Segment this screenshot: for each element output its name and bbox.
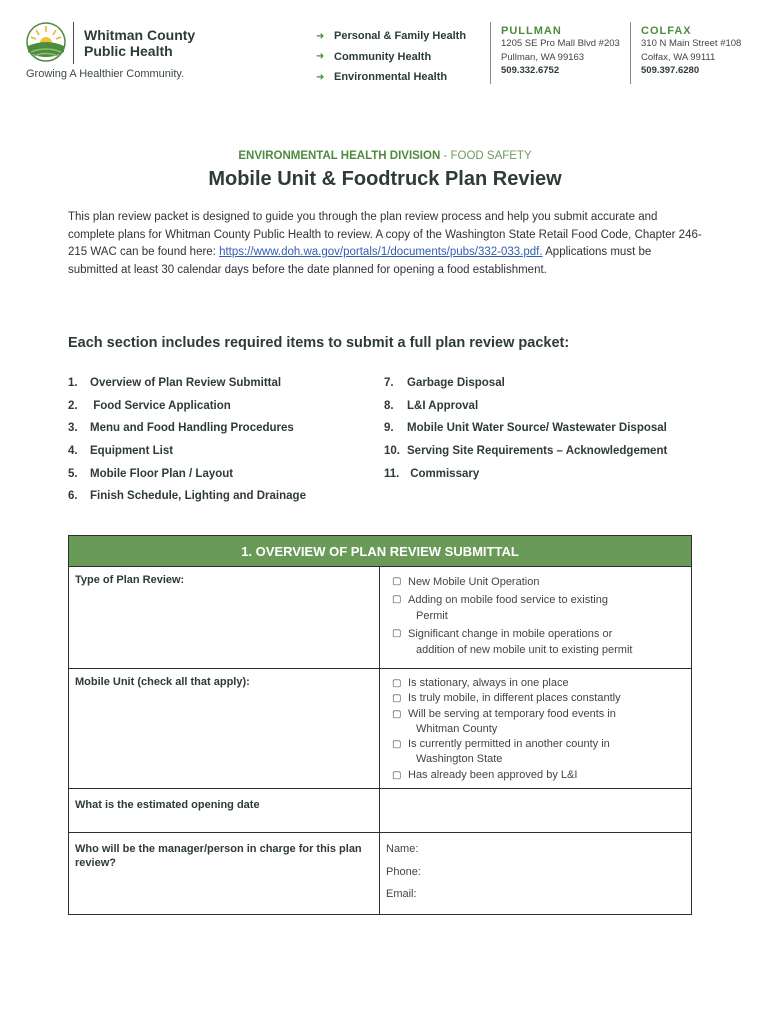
intro-paragraph (68, 209, 704, 279)
checkbox-option[interactable] (392, 626, 685, 658)
toc-label: Garbage Disposal (407, 377, 505, 389)
checkbox-option[interactable] (392, 574, 685, 590)
office-phone: 509.332.6752 (501, 65, 560, 76)
office-address: 1205 SE Pro Mall Blvd #203 (501, 38, 620, 49)
manager-name-field[interactable]: Name: (386, 843, 419, 855)
office-name: PULLMAN (501, 25, 562, 37)
intro-text-after: Applications must be submitted at least 30 calendar days before the date planned for opening a food establishment. (68, 246, 652, 276)
toc-num: 10. (384, 445, 400, 458)
intro-text: This plan review packet is designed to guide you through the plan review process and help you submit accurate and complete plans for Whitman County Public Health to review. A copy of the Washington State Retail Food Code, Chapter 246-215 WAC can be found here: (68, 211, 702, 258)
office-colfax (630, 22, 766, 84)
checkbox-icon[interactable]: ▢ (392, 739, 402, 751)
toc-item (384, 377, 714, 400)
checkbox-option[interactable] (392, 707, 685, 738)
option-label: New Mobile Unit Operation (408, 576, 540, 588)
toc-label: Finish Schedule, Lighting and Drainage (90, 490, 306, 503)
office-address: 310 N Main Street #108 (641, 38, 742, 49)
office-pullman (490, 22, 626, 84)
table-row-type (69, 567, 692, 669)
whitman-county-logo-icon (26, 22, 66, 62)
toc-label: Menu and Food Handling Procedures (90, 422, 294, 435)
option-label: Is currently permitted in another county in Washington State (408, 738, 610, 766)
option-label: Is truly mobile, in different places constantly (408, 692, 621, 705)
header-nav (316, 26, 466, 88)
checkbox-option[interactable] (392, 768, 685, 783)
tagline: Growing A Healthier Community. (26, 68, 185, 80)
toc-num: 6. (68, 490, 78, 503)
toc-num: 11. (384, 467, 400, 480)
toc-label: Mobile Unit Water Source/ Wastewater Disposal (407, 422, 667, 435)
option-label: Has already been approved by L&I (408, 768, 578, 781)
org-name-line2: Public Health (84, 43, 173, 59)
opening-date-input[interactable] (380, 789, 692, 833)
manager-phone-field[interactable]: Phone: (386, 865, 421, 878)
toc-num: 4. (68, 445, 78, 458)
toc-item (384, 468, 714, 491)
division-program: - FOOD SAFETY (440, 150, 532, 162)
toc-label: Equipment List (90, 445, 174, 458)
toc-left-column (68, 377, 368, 513)
toc-right-column (384, 377, 714, 490)
nav-label: Environmental Health (334, 71, 448, 84)
checkbox-icon[interactable]: ▢ (392, 769, 402, 781)
checkbox-icon[interactable]: ▢ (392, 594, 402, 605)
checkbox-icon[interactable]: ▢ (392, 708, 402, 720)
arrow-right-icon: ➜ (316, 30, 325, 42)
toc-item (68, 490, 368, 513)
arrow-right-icon: ➜ (316, 51, 325, 63)
toc-label: Overview of Plan Review Submittal (90, 377, 282, 389)
toc-label: L&I Approval (407, 399, 479, 412)
opening-date-label: What is the estimated opening date (69, 789, 380, 833)
division-label (0, 150, 770, 162)
manager-email-field[interactable]: Email: (386, 888, 417, 900)
checkbox-icon[interactable]: ▢ (392, 693, 402, 705)
toc-item (68, 422, 368, 445)
office-name: COLFAX (641, 25, 692, 37)
option-label: Will be serving at temporary food events in Whitman County (408, 707, 616, 735)
toc-label: Commissary (407, 467, 480, 480)
wac-link[interactable]: https://www.doh.wa.gov/portals/1/documents/pubs/332-033.pdf. (219, 246, 543, 258)
toc-num: 2. (68, 399, 78, 412)
nav-item-environmental-health[interactable] (316, 67, 466, 88)
toc-item (68, 445, 368, 468)
office-phone: 509.397.6280 (641, 65, 700, 76)
type-of-review-label: Type of Plan Review: (69, 567, 380, 669)
checkbox-option[interactable] (392, 592, 685, 624)
logo-divider (73, 22, 74, 64)
nav-label: Community Health (334, 50, 432, 63)
checkbox-option[interactable] (392, 691, 685, 706)
toc-num: 7. (384, 377, 394, 389)
table-row-date (69, 789, 692, 833)
toc-num: 8. (384, 399, 394, 412)
toc-item (384, 422, 714, 445)
toc-label: Food Service Application (90, 399, 231, 412)
toc-item (68, 400, 368, 423)
manager-label: Who will be the manager/person in charge for this plan review? (69, 833, 380, 915)
office-city: Pullman, WA 99163 (501, 51, 585, 63)
mobile-unit-label: Mobile Unit (check all that apply): (69, 669, 380, 789)
office-city: Colfax, WA 99111 (641, 51, 716, 63)
page-header (0, 0, 770, 100)
table-row-mobile (69, 669, 692, 789)
toc-item (68, 468, 368, 491)
nav-item-personal-family-health[interactable] (316, 26, 466, 47)
option-label: Adding on mobile food service to existing Permit (408, 594, 608, 622)
division-name: ENVIRONMENTAL HEALTH DIVISION (238, 150, 441, 162)
table-header-row (69, 536, 692, 567)
sections-heading: Each section includes required items to submit a full plan review packet: (68, 335, 570, 351)
manager-fields (380, 833, 692, 915)
toc-num: 3. (68, 422, 78, 435)
arrow-right-icon: ➜ (316, 71, 325, 83)
checkbox-icon[interactable]: ▢ (392, 628, 402, 639)
toc-label: Mobile Floor Plan / Layout (90, 467, 234, 480)
checkbox-option[interactable] (392, 737, 685, 768)
option-label: Significant change in mobile operations or addition of new mobile unit to existing permit (408, 628, 633, 656)
toc-num: 1. (68, 377, 78, 389)
nav-label: Personal & Family Health (334, 30, 467, 43)
page-title: Mobile Unit & Foodtruck Plan Review (208, 168, 562, 190)
org-name-line1: Whitman County (84, 27, 196, 43)
type-of-review-options (380, 567, 692, 669)
org-name (84, 27, 195, 59)
toc-item (68, 377, 368, 400)
nav-item-community-health[interactable] (316, 47, 466, 68)
table-row-manager (69, 833, 692, 915)
option-label: Is stationary, always in one place (408, 677, 569, 689)
checkbox-option[interactable] (392, 676, 685, 691)
mobile-unit-options (380, 669, 692, 789)
toc-num: 9. (384, 422, 394, 435)
table-header: 1. OVERVIEW OF PLAN REVIEW SUBMITTAL (69, 536, 692, 567)
checkbox-icon[interactable]: ▢ (392, 576, 402, 587)
overview-table (68, 535, 692, 915)
toc-label: Serving Site Requirements – Acknowledgement (407, 445, 668, 458)
toc-item (384, 400, 714, 423)
toc-item (384, 445, 714, 468)
checkbox-icon[interactable]: ▢ (392, 678, 402, 689)
toc-num: 5. (68, 467, 78, 480)
